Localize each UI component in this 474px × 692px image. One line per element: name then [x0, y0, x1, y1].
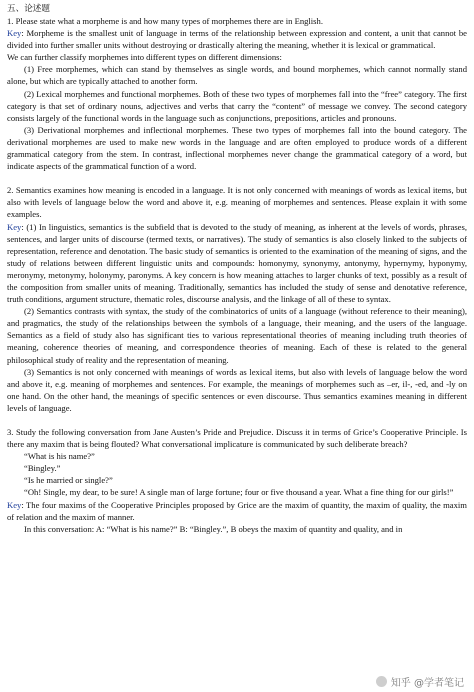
q2-paragraph-2: (2) Semantics contrasts with syntax, the study of the combinatorics of units of a language (without reference to their meaning), and pragmatics, the study of the relationships between the symbols of a language, their meaning, and the users of the language. Semantics as a field of study also has significant ties to various representational theories of meaning including truth theories of meaning, coherence theories of meaning, and correspondence theories of meaning. Each of these is related to the general philosophical study of reality and the representation of meaning. — [7, 306, 467, 365]
question-2: 2. Semantics examines how meaning is encoded in a language. It is not only concerned with meanings of words as lexical items, but also with levels of language below the word and above it, e.g. meaning of morphemes and sentences. Please explain it with some examples. — [7, 185, 467, 220]
dialog-line-4: “Oh! Single, my dear, to be sure! A single man of large fortune; four or five thousand a year. What a fine thing for our girls!” — [24, 487, 454, 498]
q2-paragraph-3: (3) Semantics is not only concerned with meanings of words as lexical items, but also with levels of language below the word and above it, e.g. meaning of morphemes and sentences. For example, the meanings of morphemes such as –er, il-, -ed, and -ly on one hand. On the other hand, the meanings of specific sentences or even discourse. Thus semantics examines meaning in different levels of language. — [7, 366, 467, 413]
q3-answer-text: : The four maxims of the Cooperative Principles proposed by Grice are the maxim of quantity, the maxim of quality, the maxim of relation and the maxim of manner. — [7, 499, 467, 522]
watermark — [376, 674, 464, 689]
q1-paragraph-5: (3) Derivational morphemes and inflectional morphemes. These two types of morphemes fall into the bound category. The derivational morphemes are used to make new words in the language and are often employed to produce words of a different grammatical category from the stem. In contrast, inflectional morphemes never change the grammatical category of a word, but indicate aspects of the grammatical function of a word. — [7, 124, 467, 172]
q1-answer-text: : Morpheme is the smallest unit of language in terms of the relationship between expression and content, a unit that cannot be divided into further smaller units without destroying or drastically altering the meaning, whether it is lexical or grammatical. — [7, 28, 467, 51]
q2-answer — [7, 221, 467, 306]
q3-paragraph-2: In this conversation: A: “What is his name?” B: “Bingley.”, B obeys the maxim of quantity and quality, and in — [24, 523, 403, 534]
dialog-line-1: “What is his name?” — [24, 451, 95, 462]
dialog-line-2: “Bingley.” — [24, 463, 61, 474]
q3-key-label: Key — [7, 499, 22, 510]
dialog-line-3: “Is he married or single?” — [24, 475, 113, 486]
avatar-icon — [376, 676, 387, 687]
spacer — [7, 414, 467, 426]
q1-paragraph-3: (1) Free morphemes, which can stand by themselves as single words, and bound morphemes, which cannot normally stand alone, but which are typically attached to another form. — [7, 64, 467, 87]
q2-answer-text: : (1) In linguistics, semantics is the subfield that is devoted to the study of meaning, as inherent at the levels of words, phrases, sentences, and larger units of discourse (termed texts, or narratives). The study of semantics is also closely linked to the subjects of representation, reference and denotation. The basic study of semantics is oriented to the examination of the meaning of signs, and the study of relations between different linguistic units and compounds: homonymy, synonymy, antonymy, hypernymy, hyponymy, meronymy, metonymy, holonymy, paronyms. A key concern is how meaning attaches to larger chunks of text, possibly as a result of the composition from smaller units of meaning. Traditionally, semantics has included the study of sense and denotative reference, truth conditions, argument structure, thematic roles, discourse analysis, and the linkage of all of these to syntax. — [7, 221, 467, 305]
q3-answer — [7, 499, 467, 523]
section-title: 五、论述题 — [7, 3, 50, 13]
q2-key-label: Key — [7, 221, 22, 232]
spacer — [7, 172, 467, 184]
q1-paragraph-4: (2) Lexical morphemes and functional morphemes. Both of these two types of morphemes fall into the “free” category. The first category is that set of ordinary nouns, adjectives and verbs that carry the “content” of message we convey. The second category consists largely of the functional words in the language such as conjunctions, prepositions, articles and pronouns. — [7, 88, 467, 123]
question-3: 3. Study the following conversation from Jane Austen’s Pride and Prejudice. Discuss it in terms of Grice’s Cooperative Principle. Is there any maxim that is being flouted? What conversational implicature is communicated by such deliberate breach? — [7, 427, 467, 450]
watermark-text: 知乎 @学者笔记 — [390, 678, 464, 689]
question-1: 1. Please state what a morpheme is and how many types of morphemes there are in English. — [7, 16, 323, 26]
q1-paragraph-2: We can further classify morphemes into different types on different dimensions: — [7, 52, 282, 63]
q1-key-label: Key — [7, 28, 22, 39]
q1-answer — [7, 27, 467, 51]
